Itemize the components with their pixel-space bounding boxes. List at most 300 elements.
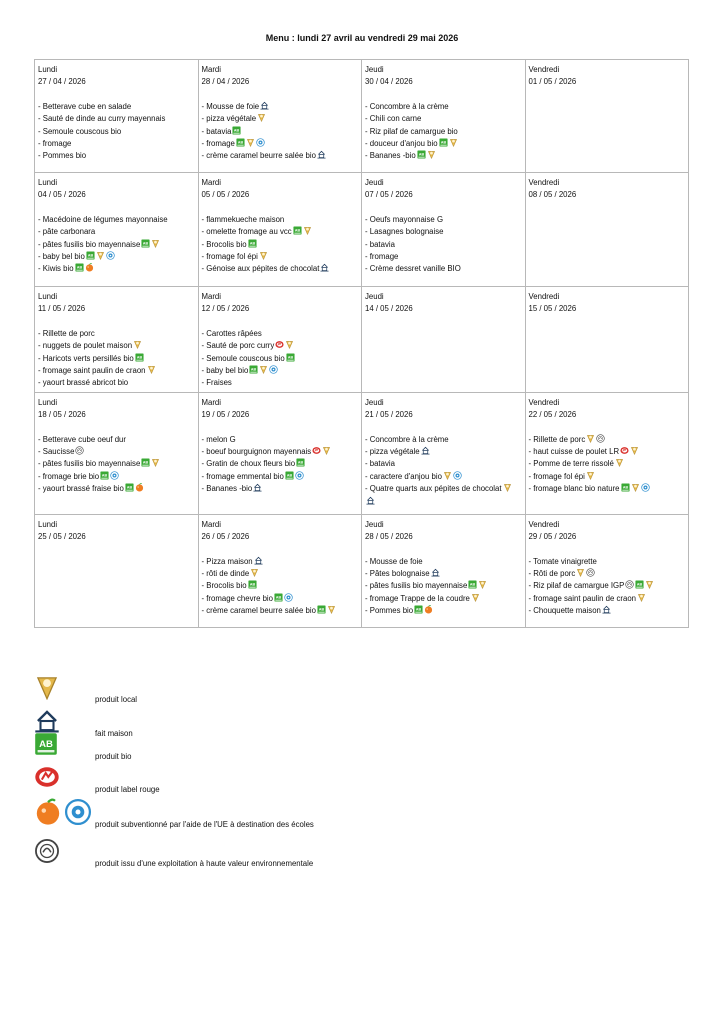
menu-item-label: - yaourt brassé abricot bio <box>38 378 129 388</box>
legend-label: produit label rouge <box>95 785 160 794</box>
day-cell <box>362 392 526 514</box>
day-cell <box>35 60 199 173</box>
menu-item <box>38 328 195 340</box>
menu-item <box>38 446 195 458</box>
legend-item <box>34 838 434 868</box>
week-row <box>35 514 689 627</box>
menu-item <box>202 126 359 138</box>
menu-item <box>365 214 522 226</box>
menu-item-label: - Haricots verts persillés bio <box>38 353 134 363</box>
eu-school-milk-icon <box>284 593 293 602</box>
menu-item-label: - Mousse de foie <box>365 556 423 566</box>
hve-icon <box>625 580 634 589</box>
menu-grid <box>34 59 689 628</box>
menu-item <box>38 113 195 125</box>
menu-item-label: - haut cuisse de poulet LR <box>528 447 620 457</box>
menu-item-label: - Fraises <box>201 378 232 388</box>
svg-text:AB: AB <box>416 607 422 612</box>
day-cell <box>35 514 199 627</box>
menu-item-label: - Chouquette maison <box>528 606 601 616</box>
menu-item-label: - Carottes râpées <box>201 328 262 338</box>
day-date: 29 / 05 / 2026 <box>528 532 577 542</box>
day-name: Vendredi <box>528 292 560 301</box>
local-product-icon <box>322 446 331 455</box>
day-date: 30 / 04 / 2026 <box>365 77 413 87</box>
menu-item-label: - Quatre quarts aux pépites de chocolat <box>365 484 502 494</box>
menu-item <box>529 556 686 568</box>
menu-item-label: - douceur d'anjou bio <box>365 139 438 149</box>
menu-item <box>38 214 195 226</box>
menu-item <box>202 593 359 605</box>
day-date: 27 / 04 / 2026 <box>38 77 86 87</box>
day-date: 19 / 05 / 2026 <box>201 410 250 420</box>
menu-item <box>529 434 686 446</box>
svg-text:AB: AB <box>143 241 149 246</box>
organic-ab-icon <box>86 251 95 260</box>
day-date: 14 / 05 / 2026 <box>365 304 413 314</box>
svg-text:AB: AB <box>237 140 243 145</box>
organic-ab-icon <box>249 365 258 374</box>
house-made-icon <box>317 150 326 159</box>
menu-item-label: - fromage Trappe de la coudre <box>365 593 470 603</box>
menu-item-label: - baby bel bio <box>38 252 85 262</box>
local-product-icon <box>246 138 255 147</box>
legend-item <box>34 732 434 762</box>
svg-text:AB: AB <box>286 473 292 478</box>
house-made-icon <box>254 556 263 565</box>
menu-item <box>365 434 522 446</box>
menu-item <box>38 471 195 483</box>
menu-item <box>365 113 522 125</box>
menu-item-label: - fromage saint paulin de craon <box>38 366 146 376</box>
local-product-icon <box>96 251 105 260</box>
legend-icons <box>34 674 94 704</box>
eu-school-milk-icon <box>256 138 265 147</box>
menu-item <box>529 483 686 495</box>
menu-item <box>38 353 195 365</box>
menu-item <box>202 101 359 113</box>
day-cell <box>198 514 362 627</box>
menu-item <box>202 214 359 226</box>
day-cell <box>362 287 526 393</box>
menu-item <box>202 239 359 251</box>
menu-item <box>365 138 522 150</box>
day-name: Vendredi <box>528 397 560 407</box>
menu-item <box>529 471 686 483</box>
organic-ab-icon <box>125 483 134 492</box>
day-name: Mardi <box>201 397 221 407</box>
organic-ab-icon <box>468 580 477 589</box>
menu-item <box>365 263 522 275</box>
svg-text:AB: AB <box>234 128 240 133</box>
week-row <box>35 60 689 173</box>
menu-item-label: - fromage <box>365 252 399 262</box>
day-name: Mardi <box>201 519 221 529</box>
house-made-icon <box>421 446 430 455</box>
local-product-icon <box>586 471 595 480</box>
svg-text:AB: AB <box>251 367 257 372</box>
menu-item <box>202 365 359 377</box>
svg-text:AB: AB <box>637 583 643 588</box>
menu-item-label: - Riz pilaf de camargue bio <box>365 126 458 136</box>
day-name: Vendredi <box>528 178 560 187</box>
menu-item-label: - fromage brie bio <box>38 471 100 481</box>
menu-item <box>202 458 359 470</box>
menu-item-label: - Bananes -bio <box>365 151 416 161</box>
menu-item-label: - Crème dessret vanille BIO <box>365 264 461 274</box>
legend-label: produit local <box>95 695 138 704</box>
organic-ab-icon <box>135 353 144 362</box>
day-date: 01 / 05 / 2026 <box>528 77 577 87</box>
menu-item <box>38 126 195 138</box>
local-product-icon <box>303 226 312 235</box>
day-cell <box>198 287 362 393</box>
organic-ab-icon <box>635 580 644 589</box>
local-product-icon <box>151 458 160 467</box>
menu-item <box>365 605 522 617</box>
day-date: 28 / 05 / 2026 <box>365 532 413 542</box>
eu-school-fruit-icon <box>85 263 94 272</box>
svg-text:AB: AB <box>470 583 476 588</box>
menu-item-label: - Pommes bio <box>365 606 414 616</box>
menu-item <box>202 471 359 483</box>
house-made-icon <box>253 483 262 492</box>
menu-item-label: - Betterave cube en salade <box>38 101 132 111</box>
menu-item-label: - Sauté de dinde au curry mayennais <box>38 114 166 124</box>
day-cell <box>525 60 689 173</box>
menu-item-label: - Betterave cube oeuf dur <box>38 434 126 444</box>
legend-icons <box>34 764 94 794</box>
day-cell <box>525 392 689 514</box>
day-name: Lundi <box>38 519 58 529</box>
day-date: 05 / 05 / 2026 <box>201 190 250 200</box>
local-product-icon <box>637 593 646 602</box>
local-product-icon <box>631 483 640 492</box>
eu-school-milk-icon <box>641 483 650 492</box>
day-cell <box>525 287 689 393</box>
menu-item <box>202 113 359 125</box>
house-made-icon <box>602 605 611 614</box>
organic-ab-icon <box>317 605 326 614</box>
menu-item-label: - omelette fromage au vcc <box>201 227 292 237</box>
day-cell <box>198 60 362 173</box>
menu-item-label: - Brocolis bio <box>201 239 247 249</box>
menu-item-label: - Rillette de porc <box>528 434 586 444</box>
menu-item-label: - Chili con carne <box>365 114 422 124</box>
svg-text:AB: AB <box>249 241 255 246</box>
organic-ab-icon <box>100 471 109 480</box>
menu-item <box>365 126 522 138</box>
legend-label: produit bio <box>95 752 132 761</box>
day-name: Vendredi <box>528 65 560 74</box>
house-made-icon <box>431 568 440 577</box>
organic-ab-icon <box>621 483 630 492</box>
local-product-icon <box>576 568 585 577</box>
menu-item-label: - boeuf bourguignon mayennais <box>201 447 312 457</box>
day-date: 28 / 04 / 2026 <box>201 77 250 87</box>
eu-school-milk-icon <box>295 471 304 480</box>
menu-item <box>529 580 686 592</box>
day-date: 04 / 05 / 2026 <box>38 190 86 200</box>
svg-text:AB: AB <box>275 595 282 600</box>
menu-item <box>38 434 195 446</box>
menu-item <box>202 377 359 389</box>
menu-item-label: - fromage saint paulin de craon <box>528 593 636 603</box>
menu-item <box>365 150 522 162</box>
menu-item <box>38 101 195 113</box>
day-name: Jeudi <box>365 178 384 187</box>
week-row <box>35 287 689 393</box>
legend-label: produit subventionné par l'aide de l'UE à destination des écoles <box>95 820 314 829</box>
menu-item-label: - pizza végétale <box>365 447 420 457</box>
menu-item-label: - Bananes -bio <box>201 484 253 494</box>
local-product-icon <box>259 365 268 374</box>
day-cell <box>35 287 199 393</box>
menu-item-label: - crème caramel beurre salée bio <box>201 606 316 616</box>
organic-ab-icon <box>75 263 84 272</box>
legend-item <box>34 764 434 794</box>
menu-item <box>202 226 359 238</box>
local-product-icon <box>250 568 259 577</box>
menu-item-label: - Semoule couscous bio <box>38 126 122 136</box>
menu-item-label: - pâte carbonara <box>38 227 96 237</box>
organic-ab-icon <box>293 226 302 235</box>
menu-item-label: - pizza végétale <box>201 114 257 124</box>
menu-item <box>202 150 359 162</box>
svg-text:AB: AB <box>418 153 424 158</box>
local-product-icon <box>259 251 268 260</box>
organic-ab-icon <box>439 138 448 147</box>
week-row <box>35 392 689 514</box>
day-cell <box>362 514 526 627</box>
local-product-icon <box>503 483 512 492</box>
local-product-icon <box>285 340 294 349</box>
legend-icons <box>34 732 94 762</box>
menu-item <box>38 458 195 470</box>
menu-item <box>38 138 195 150</box>
local-product-icon <box>427 150 436 159</box>
day-cell <box>198 392 362 514</box>
organic-ab-icon <box>232 126 241 135</box>
menu-item-label: - batavia <box>201 126 232 136</box>
day-cell <box>525 173 689 287</box>
svg-text:AB: AB <box>76 266 82 271</box>
day-name: Lundi <box>38 397 58 407</box>
local-product-icon <box>586 434 595 443</box>
menu-item <box>365 251 522 263</box>
menu-item-label: - Gratin de choux fleurs bio <box>201 459 296 469</box>
menu-item <box>202 483 359 495</box>
hve-icon <box>586 568 595 577</box>
menu-item-label: - flammekueche maison <box>201 214 285 224</box>
menu-item-label: - caractere d'anjou bio <box>365 471 442 481</box>
menu-item-label: - Saucisse <box>38 447 75 457</box>
menu-item-label: - baby bel bio <box>201 366 249 376</box>
menu-item-label: - Pizza maison <box>201 556 253 566</box>
menu-item <box>202 353 359 365</box>
menu-item-label: - Oeufs mayonnaise G <box>365 214 444 224</box>
organic-ab-icon <box>285 471 294 480</box>
day-date: 07 / 05 / 2026 <box>365 190 413 200</box>
menu-item-label: - fromage blanc bio nature <box>528 484 620 494</box>
menu-item-label: - melon G <box>201 434 236 444</box>
house-made-icon <box>320 263 329 272</box>
menu-item-label: - fromage emmental bio <box>201 471 284 481</box>
svg-text:AB: AB <box>298 461 304 466</box>
house-made-icon <box>260 101 269 110</box>
menu-item-label: - Pommes bio <box>38 151 87 161</box>
menu-item <box>529 593 686 605</box>
menu-item <box>202 263 359 275</box>
local-product-icon <box>471 593 480 602</box>
menu-item-label: - fromage fol épi <box>528 471 585 481</box>
local-product-icon <box>443 471 452 480</box>
menu-item <box>529 458 686 470</box>
menu-item-label: - batavia <box>365 459 395 469</box>
legend-item <box>34 798 434 828</box>
day-name: Jeudi <box>365 292 384 301</box>
day-name: Vendredi <box>528 519 560 529</box>
house-made-icon <box>366 496 375 505</box>
organic-ab-icon <box>296 458 305 467</box>
svg-text:AB: AB <box>287 355 293 360</box>
organic-ab-icon <box>248 239 257 248</box>
menu-item <box>365 471 522 483</box>
menu-item-label: - batavia <box>365 239 395 249</box>
menu-item <box>202 328 359 340</box>
menu-item <box>202 446 359 458</box>
day-date: 25 / 05 / 2026 <box>38 532 86 542</box>
legend-item <box>34 674 434 704</box>
day-name: Lundi <box>38 178 58 187</box>
local-product-icon <box>630 446 639 455</box>
day-name: Lundi <box>38 65 58 74</box>
menu-item <box>38 483 195 495</box>
organic-ab-icon <box>236 138 245 147</box>
label-rouge-icon <box>312 446 321 455</box>
menu-item-label: - nuggets de poulet maison <box>38 341 133 351</box>
eu-school-milk-icon <box>269 365 278 374</box>
menu-item <box>38 226 195 238</box>
menu-item-label: - crème caramel beurre salée bio <box>201 151 316 161</box>
menu-item <box>202 340 359 352</box>
svg-text:AB: AB <box>126 485 132 490</box>
menu-item <box>365 101 522 113</box>
day-name: Lundi <box>38 292 58 301</box>
legend-label: produit issu d'une exploitation à haute valeur environnementale <box>95 859 314 868</box>
organic-ab-icon <box>141 458 150 467</box>
svg-text:AB: AB <box>294 228 300 233</box>
day-cell <box>35 392 199 514</box>
svg-text:AB: AB <box>622 485 628 490</box>
legend-label: fait maison <box>95 729 133 738</box>
local-product-icon <box>133 340 142 349</box>
day-name: Mardi <box>201 65 221 74</box>
menu-item-label: - Tomate vinaigrette <box>528 556 597 566</box>
menu-item-label: - Rillette de porc <box>38 328 95 338</box>
local-product-icon <box>147 365 156 374</box>
day-cell <box>525 514 689 627</box>
menu-item-label: - Rôti de porc <box>528 569 576 579</box>
organic-ab-icon <box>417 150 426 159</box>
menu-item <box>202 251 359 263</box>
menu-item <box>365 446 522 458</box>
menu-item <box>365 483 522 508</box>
menu-item <box>202 580 359 592</box>
day-date: 22 / 05 / 2026 <box>528 410 577 420</box>
menu-item <box>365 239 522 251</box>
menu-item-label: - Pomme de terre rissolé <box>528 459 614 469</box>
menu-item-label: - pâtes fusilis bio mayennaise <box>38 459 141 469</box>
label-rouge-icon <box>275 340 284 349</box>
day-name: Mardi <box>201 178 221 187</box>
menu-item-label: - rôti de dinde <box>201 569 250 579</box>
hve-icon <box>596 434 605 443</box>
menu-item <box>365 593 522 605</box>
local-product-icon <box>151 239 160 248</box>
eu-school-milk-icon <box>453 471 462 480</box>
day-cell <box>362 60 526 173</box>
menu-item <box>202 568 359 580</box>
day-name: Jeudi <box>365 519 384 529</box>
svg-text:AB: AB <box>87 253 93 258</box>
local-product-icon <box>257 113 266 122</box>
menu-item <box>38 251 195 263</box>
menu-item <box>529 446 686 458</box>
menu-title: Menu : lundi 27 avril au vendredi 29 mai 2026 <box>265 33 459 43</box>
menu-item-label: - fromage fol épi <box>201 252 258 262</box>
svg-text:AB: AB <box>249 583 255 588</box>
day-date: 15 / 05 / 2026 <box>528 304 577 314</box>
menu-item-label: - Sauté de porc curry <box>201 341 275 351</box>
eu-school-fruit-icon <box>135 483 144 492</box>
day-date: 08 / 05 / 2026 <box>528 190 577 200</box>
menu-item <box>365 458 522 470</box>
menu-item-label: - Génoise aux pépites de chocolat <box>201 264 320 274</box>
day-date: 12 / 05 / 2026 <box>201 304 250 314</box>
menu-item <box>202 138 359 150</box>
day-name: Jeudi <box>365 397 384 407</box>
day-cell <box>198 173 362 287</box>
menu-item-label: - fromage <box>38 139 72 149</box>
day-cell <box>362 173 526 287</box>
menu-item <box>365 556 522 568</box>
local-product-icon <box>615 458 624 467</box>
organic-ab-icon <box>274 593 283 602</box>
menu-item-label: - Lasagnes bolognaise <box>365 227 444 237</box>
menu-item-label: - Brocolis bio <box>201 581 247 591</box>
day-date: 26 / 05 / 2026 <box>201 532 250 542</box>
svg-text:AB: AB <box>102 473 108 478</box>
menu-item <box>38 150 195 162</box>
day-date: 11 / 05 / 2026 <box>38 304 86 314</box>
menu-item-label: - yaourt brassé fraise bio <box>38 484 124 494</box>
menu-item <box>38 377 195 389</box>
local-product-icon <box>327 605 336 614</box>
eu-school-milk-icon <box>106 251 115 260</box>
menu-item <box>365 580 522 592</box>
day-date: 21 / 05 / 2026 <box>365 410 413 420</box>
menu-item-label: - Semoule couscous bio <box>201 353 285 363</box>
day-cell <box>35 173 199 287</box>
label-rouge-icon <box>620 446 629 455</box>
menu-item <box>365 568 522 580</box>
eu-school-milk-icon <box>110 471 119 480</box>
week-row <box>35 173 689 287</box>
menu-item-label: - Kiwis bio <box>38 264 74 274</box>
day-name: Jeudi <box>365 65 384 74</box>
svg-text:AB: AB <box>136 355 142 360</box>
